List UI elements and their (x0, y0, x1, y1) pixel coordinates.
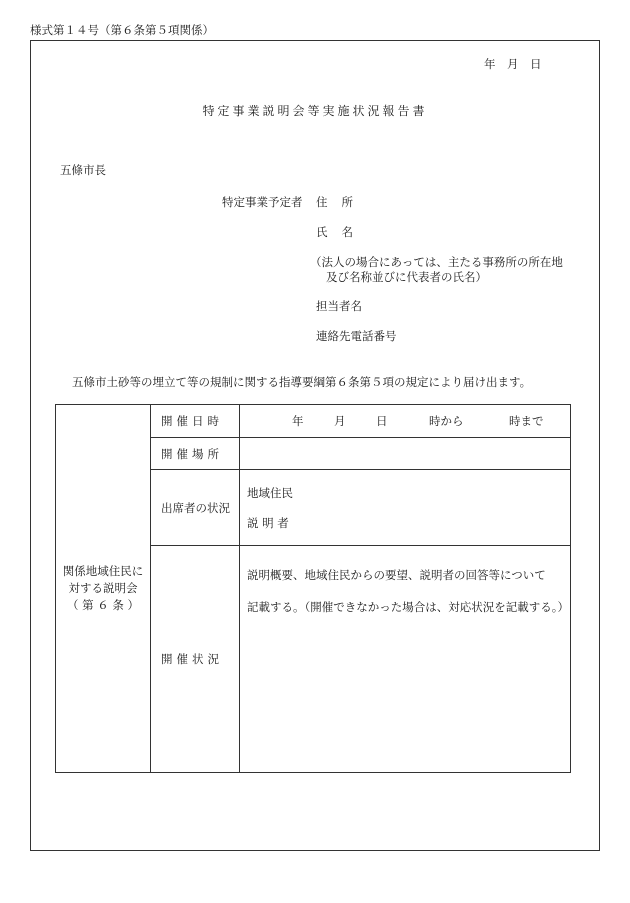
place-value-cell[interactable] (240, 438, 571, 470)
status-value-cell[interactable] (240, 546, 571, 773)
attendance-label: 出席者の状況 (151, 470, 240, 546)
date-line: 年 月 日 (484, 57, 542, 71)
category-line3: （ 第 ６ 条 ） (66, 598, 140, 612)
address-label: 住所 (316, 195, 367, 209)
applicant-role-label: 特定事業予定者 (222, 195, 303, 209)
contact-person-label: 担当者名 (316, 299, 362, 313)
date-label: 開催日時 (151, 405, 240, 438)
status-line2: 記載する。（開催できなかった場合は、対応状況を記載する。） (247, 600, 569, 614)
report-table (55, 404, 571, 773)
corporate-note-line2: 及び名称並びに代表者の氏名） (326, 270, 487, 284)
status-line1: 説明概要、地域住民からの要望、説明者の回答等について (247, 568, 546, 582)
time-to: 時まで (509, 414, 544, 428)
time-from: 時から (429, 414, 464, 428)
category-line2: 対する説明会 (68, 581, 138, 595)
phone-label: 連絡先電話番号 (316, 329, 397, 343)
date-day: 日 (376, 414, 388, 428)
declaration-text: 五條市土砂等の埋立て等の規制に関する指導要綱第６条第５項の規定により届け出ます。 (72, 375, 532, 389)
date-year: 年 (292, 414, 304, 428)
document-title: 特定事業説明会等実施状況報告書 (202, 104, 428, 118)
category-line1: 関係地域住民に (62, 564, 144, 578)
attendance-residents: 地域住民 (247, 485, 293, 500)
attendance-value-cell[interactable] (240, 470, 571, 546)
attendance-presenter: 説 明 者 (247, 515, 289, 530)
form-number-label: 様式第１４号（第６条第５項関係） (30, 23, 214, 37)
place-label: 開催場所 (151, 438, 240, 470)
status-label: 開催状況 (151, 546, 240, 773)
date-month: 月 (334, 414, 346, 428)
corporate-note-line1: （法人の場合にあっては、主たる事務所の所在地 (310, 255, 563, 269)
addressee: 五條市長 (60, 163, 106, 177)
date-value-cell[interactable] (240, 405, 571, 438)
name-label: 氏名 (316, 225, 367, 239)
category-cell (56, 405, 151, 773)
